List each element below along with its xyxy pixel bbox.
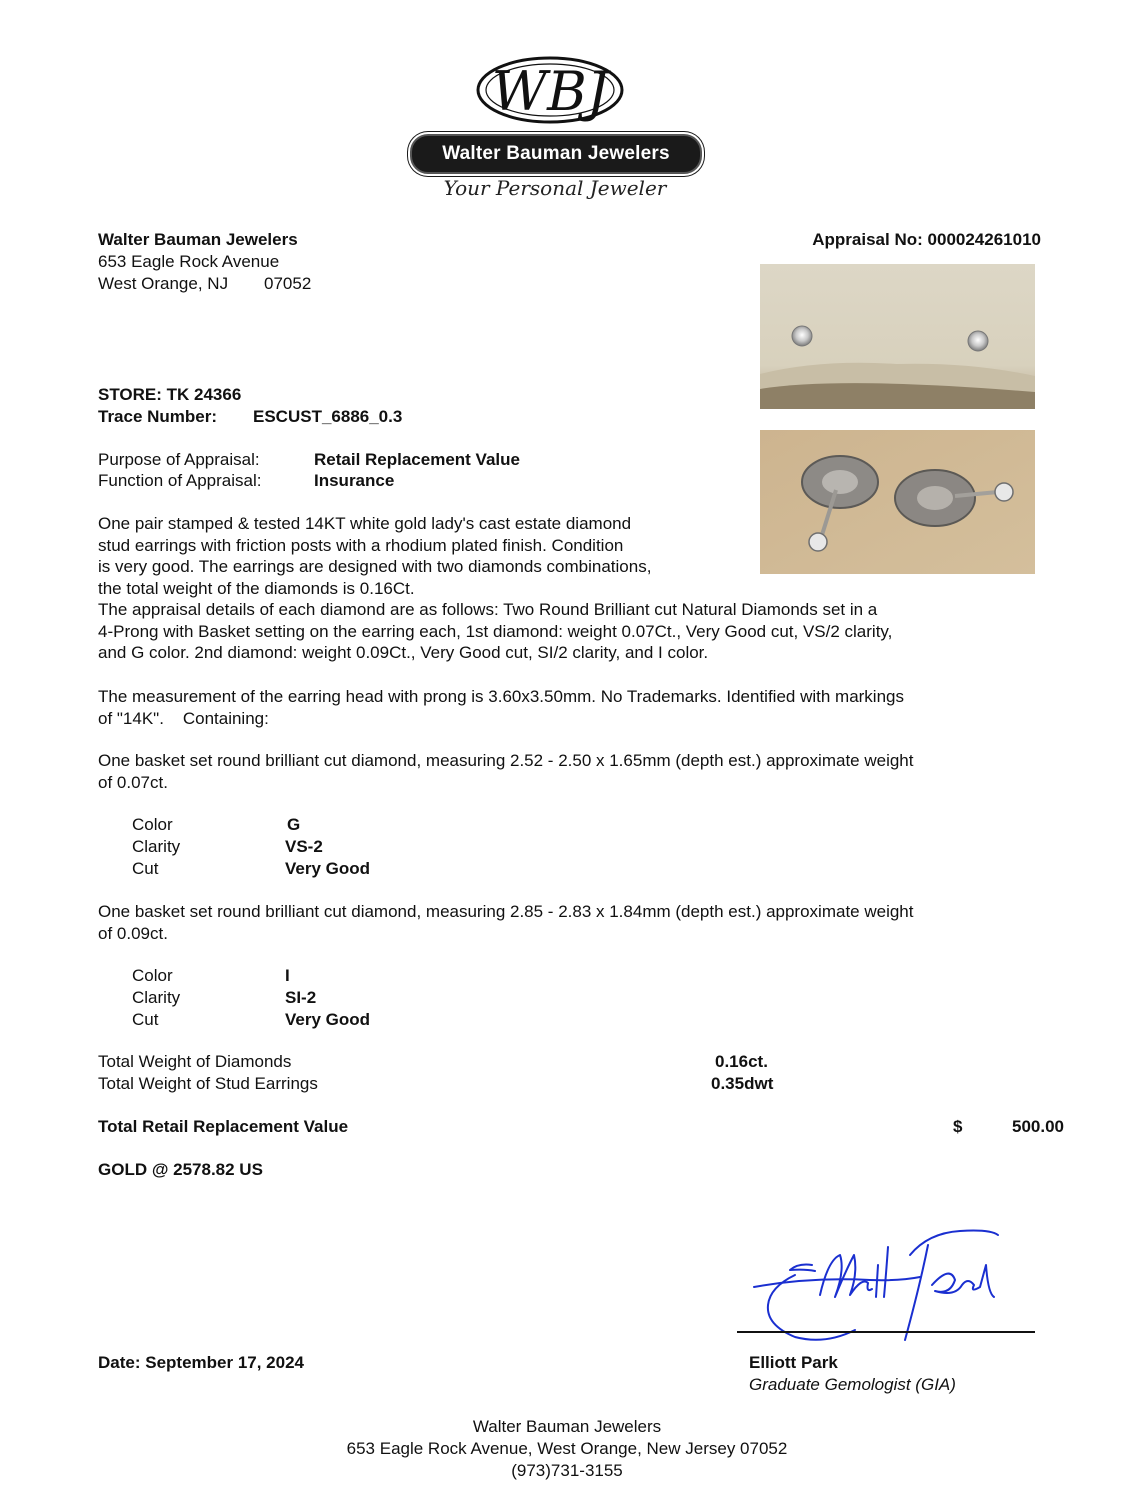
diamond1-clarity-value: VS-2 bbox=[285, 837, 323, 856]
diamond2-cut-value: Very Good bbox=[285, 1010, 371, 1029]
signature-line bbox=[737, 1331, 1035, 1333]
company-logo bbox=[400, 50, 710, 210]
function-label: Function of Appraisal: bbox=[98, 471, 262, 490]
measurement-line: of "14K". Containing: bbox=[98, 708, 269, 728]
appraisal-date: Date: September 17, 2024 bbox=[98, 1353, 304, 1372]
logo-name-banner bbox=[410, 134, 702, 174]
description-line: One pair stamped & tested 14KT white gold lady's cast estate diamond bbox=[98, 514, 632, 533]
appraisal-label: Appraisal No: bbox=[812, 230, 923, 249]
total-diamonds-value: 0.16ct. bbox=[715, 1052, 768, 1071]
company-zip: 07052 bbox=[264, 274, 312, 293]
total-diamonds-label: Total Weight of Diamonds bbox=[98, 1052, 292, 1071]
appraisal-value: 000024261010 bbox=[927, 230, 1041, 249]
logo-name: Walter Bauman Jewelers bbox=[442, 143, 670, 164]
appraiser-title: Graduate Gemologist (GIA) bbox=[749, 1375, 956, 1394]
diamond2-line: One basket set round brilliant cut diamond, measuring 2.85 - 2.83 x 1.84mm (depth est.) approximate weight bbox=[98, 902, 914, 921]
diamond2-clarity-label: Clarity bbox=[132, 988, 181, 1007]
diamond1-color-value: G bbox=[287, 815, 301, 834]
description-line: is very good. The earrings are designed with two diamonds combinations, bbox=[98, 557, 652, 576]
svg-text:WBJ: WBJ bbox=[491, 60, 609, 123]
diamond1-line: of 0.07ct. bbox=[98, 772, 168, 792]
total-value-label: Total Retail Replacement Value bbox=[98, 1117, 349, 1136]
appraisal-number bbox=[812, 229, 1041, 250]
description-line: stud earrings with friction posts with a rhodium plated finish. Condition bbox=[98, 535, 624, 555]
currency-symbol: $ bbox=[953, 1117, 963, 1136]
footer bbox=[0, 1416, 1134, 1482]
trace-label: Trace Number: bbox=[98, 407, 218, 426]
footer-phone: (973)731-3155 bbox=[511, 1461, 623, 1480]
footer-company: Walter Bauman Jewelers bbox=[472, 1417, 662, 1436]
earrings-front-photo bbox=[760, 264, 1035, 409]
diamond2-color-value: I bbox=[285, 966, 290, 985]
description-line: the total weight of the diamonds is 0.16Ct. bbox=[98, 578, 415, 598]
total-earrings-label: Total Weight of Stud Earrings bbox=[98, 1074, 318, 1093]
company-name: Walter Bauman Jewelers bbox=[98, 230, 298, 249]
diamond2-color-label: Color bbox=[132, 966, 173, 985]
function-value: Insurance bbox=[314, 471, 395, 490]
diamond1-cut-value: Very Good bbox=[285, 859, 371, 878]
trace-value: ESCUST_6886_0.3 bbox=[253, 407, 403, 426]
description-paragraph bbox=[98, 513, 892, 664]
total-earrings-value: 0.35dwt bbox=[711, 1074, 774, 1093]
diamond2-line: of 0.09ct. bbox=[98, 923, 168, 943]
store-number: STORE: TK 24366 bbox=[98, 385, 242, 404]
diamond2-clarity-value: SI-2 bbox=[285, 988, 317, 1007]
measurement-line: The measurement of the earring head with prong is 3.60x3.50mm. No Trademarks. Identified with markings bbox=[98, 687, 904, 706]
diamond1-cut-label: Cut bbox=[132, 859, 159, 878]
diamond2-description bbox=[98, 901, 914, 944]
purpose-value: Retail Replacement Value bbox=[314, 450, 520, 469]
description-line: The appraisal details of each diamond are as follows: Two Round Brilliant cut Natural Diamonds set in a bbox=[98, 600, 878, 619]
gold-price: GOLD @ 2578.82 US bbox=[98, 1160, 263, 1179]
diamond1-color-label: Color bbox=[132, 815, 173, 834]
description-line: 4-Prong with Basket setting on the earring each, 1st diamond: weight 0.07Ct., Very Good cut, VS/2 clarity, bbox=[98, 621, 893, 641]
appraiser-name: Elliott Park bbox=[749, 1353, 838, 1372]
company-city-state: West Orange, NJ bbox=[98, 274, 229, 293]
diamond2-cut-label: Cut bbox=[132, 1010, 159, 1029]
logo-tagline: Your Personal Jeweler bbox=[443, 176, 667, 200]
diamond1-line: One basket set round brilliant cut diamond, measuring 2.52 - 2.50 x 1.65mm (depth est.) approximate weight bbox=[98, 751, 914, 770]
total-value-amount: 500.00 bbox=[1012, 1117, 1064, 1136]
company-address: 653 Eagle Rock Avenue bbox=[98, 252, 280, 271]
wbj-monogram-logo bbox=[400, 50, 710, 130]
diamond1-clarity-label: Clarity bbox=[132, 837, 181, 856]
diamond1-description bbox=[98, 750, 914, 793]
measurement-paragraph bbox=[98, 686, 904, 729]
footer-address: 653 Eagle Rock Avenue, West Orange, New Jersey 07052 bbox=[346, 1439, 788, 1458]
purpose-label: Purpose of Appraisal: bbox=[98, 450, 260, 469]
description-line: and G color. 2nd diamond: weight 0.09Ct., Very Good cut, SI/2 clarity, and I color. bbox=[98, 643, 709, 662]
